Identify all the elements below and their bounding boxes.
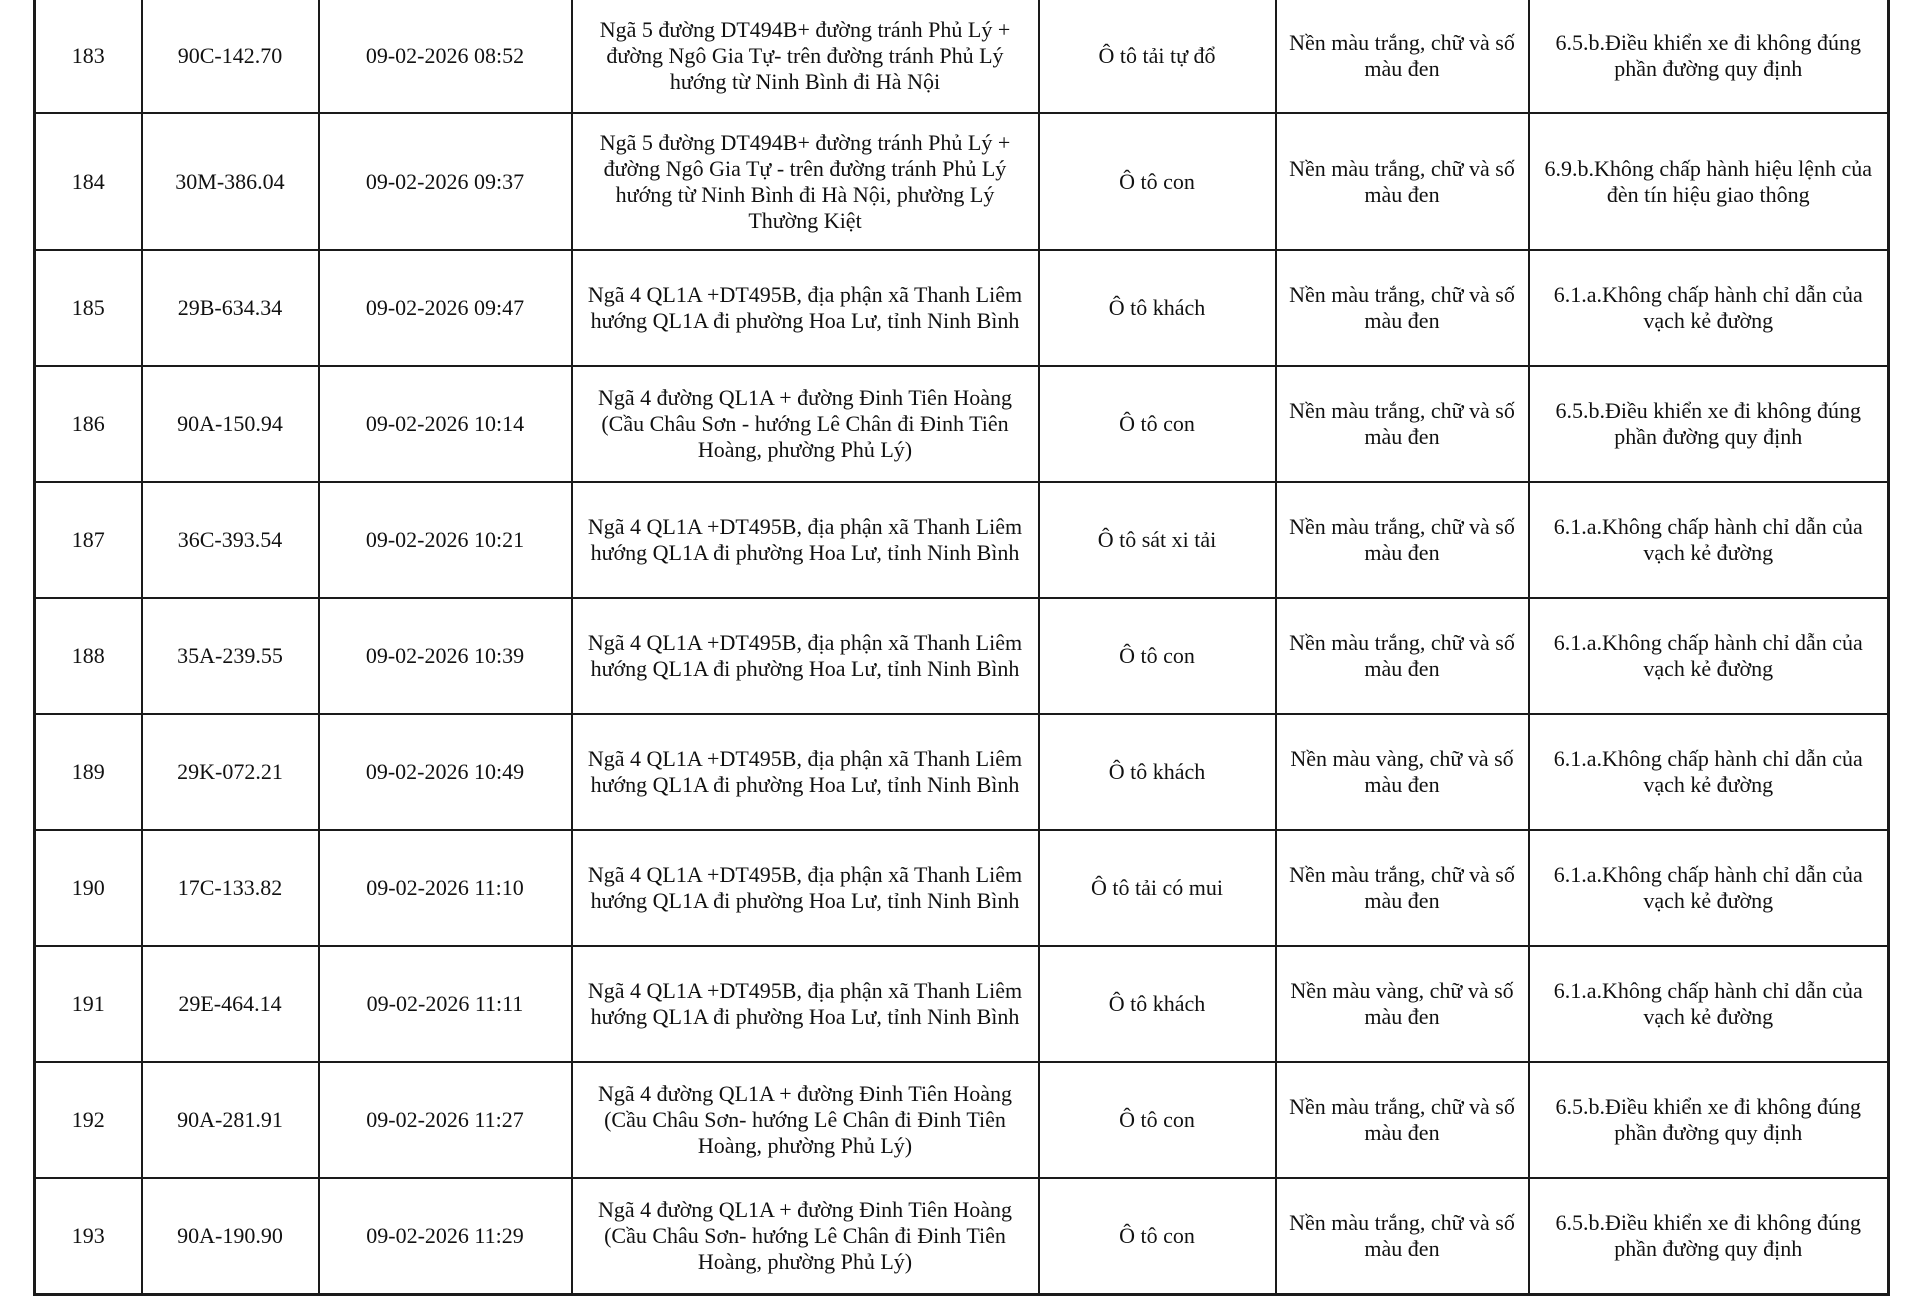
license-plate: 29B-634.34 (142, 250, 319, 366)
violation-description: 6.1.a.Không chấp hành chỉ dẫn của vạch kẻ đường (1529, 714, 1889, 830)
vehicle-type: Ô tô con (1039, 366, 1276, 482)
table-body (35, 0, 1889, 1294)
license-plate: 29E-464.14 (142, 946, 319, 1062)
row-number: 189 (35, 714, 142, 830)
license-plate: 35A-239.55 (142, 598, 319, 714)
license-plate: 17C-133.82 (142, 830, 319, 946)
vehicle-type: Ô tô con (1039, 113, 1276, 250)
row-number: 184 (35, 113, 142, 250)
violation-time: 09-02-2026 11:10 (319, 830, 572, 946)
violation-description: 6.1.a.Không chấp hành chỉ dẫn của vạch kẻ đường (1529, 250, 1889, 366)
violation-description: 6.1.a.Không chấp hành chỉ dẫn của vạch kẻ đường (1529, 946, 1889, 1062)
row-number: 192 (35, 1062, 142, 1178)
plate-color: Nền màu trắng, chữ và số màu đen (1276, 482, 1529, 598)
row-number: 188 (35, 598, 142, 714)
violation-location: Ngã 4 QL1A +DT495B, địa phận xã Thanh Liêm hướng QL1A đi phường Hoa Lư, tỉnh Ninh Bình (572, 946, 1039, 1062)
vehicle-type: Ô tô sát xi tải (1039, 482, 1276, 598)
violations-table (33, 0, 1890, 1296)
violation-time: 09-02-2026 10:21 (319, 482, 572, 598)
row-number: 187 (35, 482, 142, 598)
violation-time: 09-02-2026 10:49 (319, 714, 572, 830)
violation-location: Ngã 4 đường QL1A + đường Đinh Tiên Hoàng (Cầu Châu Sơn- hướng Lê Chân đi Đinh Tiên Hoàng, phường Phủ Lý) (572, 1062, 1039, 1178)
vehicle-type: Ô tô con (1039, 1062, 1276, 1178)
row-number: 191 (35, 946, 142, 1062)
document-page (33, 0, 1887, 1292)
vehicle-type: Ô tô khách (1039, 714, 1276, 830)
vehicle-type: Ô tô con (1039, 1178, 1276, 1294)
table-row (35, 714, 1889, 830)
plate-color: Nền màu trắng, chữ và số màu đen (1276, 366, 1529, 482)
violation-location: Ngã 4 QL1A +DT495B, địa phận xã Thanh Liêm hướng QL1A đi phường Hoa Lư, tỉnh Ninh Bình (572, 714, 1039, 830)
table-row (35, 946, 1889, 1062)
plate-color: Nền màu trắng, chữ và số màu đen (1276, 830, 1529, 946)
table-row (35, 1178, 1889, 1294)
violation-time: 09-02-2026 11:11 (319, 946, 572, 1062)
row-number: 190 (35, 830, 142, 946)
license-plate: 90A-281.91 (142, 1062, 319, 1178)
vehicle-type: Ô tô con (1039, 598, 1276, 714)
violation-location: Ngã 4 đường QL1A + đường Đinh Tiên Hoàng (Cầu Châu Sơn- hướng Lê Chân đi Đinh Tiên Hoàng, phường Phủ Lý) (572, 1178, 1039, 1294)
violation-description: 6.9.b.Không chấp hành hiệu lệnh của đèn tín hiệu giao thông (1529, 113, 1889, 250)
table-row (35, 598, 1889, 714)
table-row (35, 482, 1889, 598)
violation-location: Ngã 4 QL1A +DT495B, địa phận xã Thanh Liêm hướng QL1A đi phường Hoa Lư, tỉnh Ninh Bình (572, 250, 1039, 366)
violation-description: 6.1.a.Không chấp hành chỉ dẫn của vạch kẻ đường (1529, 482, 1889, 598)
license-plate: 30M-386.04 (142, 113, 319, 250)
license-plate: 90A-150.94 (142, 366, 319, 482)
license-plate: 90A-190.90 (142, 1178, 319, 1294)
table-row (35, 1062, 1889, 1178)
violation-time: 09-02-2026 11:29 (319, 1178, 572, 1294)
violation-location: Ngã 4 đường QL1A + đường Đinh Tiên Hoàng (Cầu Châu Sơn - hướng Lê Chân đi Đinh Tiên Hoàng, phường Phủ Lý) (572, 366, 1039, 482)
violation-description: 6.1.a.Không chấp hành chỉ dẫn của vạch kẻ đường (1529, 598, 1889, 714)
plate-color: Nền màu vàng, chữ và số màu đen (1276, 714, 1529, 830)
row-number: 186 (35, 366, 142, 482)
violation-description: 6.5.b.Điều khiển xe đi không đúng phần đường quy định (1529, 366, 1889, 482)
license-plate: 36C-393.54 (142, 482, 319, 598)
vehicle-type: Ô tô tải có mui (1039, 830, 1276, 946)
table-row (35, 366, 1889, 482)
plate-color: Nền màu trắng, chữ và số màu đen (1276, 598, 1529, 714)
violation-time: 09-02-2026 09:37 (319, 113, 572, 250)
table-row (35, 113, 1889, 250)
violation-time: 09-02-2026 09:47 (319, 250, 572, 366)
plate-color: Nền màu trắng, chữ và số màu đen (1276, 1178, 1529, 1294)
violation-description: 6.5.b.Điều khiển xe đi không đúng phần đường quy định (1529, 0, 1889, 113)
violation-time: 09-02-2026 10:39 (319, 598, 572, 714)
violation-location: Ngã 5 đường DT494B+ đường tránh Phủ Lý + đường Ngô Gia Tự- trên đường tránh Phủ Lý hướng từ Ninh Bình đi Hà Nội (572, 0, 1039, 113)
license-plate: 90C-142.70 (142, 0, 319, 113)
row-number: 183 (35, 0, 142, 113)
plate-color: Nền màu trắng, chữ và số màu đen (1276, 0, 1529, 113)
row-number: 185 (35, 250, 142, 366)
violation-time: 09-02-2026 08:52 (319, 0, 572, 113)
violation-time: 09-02-2026 10:14 (319, 366, 572, 482)
violation-description: 6.5.b.Điều khiển xe đi không đúng phần đường quy định (1529, 1062, 1889, 1178)
violation-description: 6.1.a.Không chấp hành chỉ dẫn của vạch kẻ đường (1529, 830, 1889, 946)
vehicle-type: Ô tô tải tự đổ (1039, 0, 1276, 113)
vehicle-type: Ô tô khách (1039, 250, 1276, 366)
violation-location: Ngã 4 QL1A +DT495B, địa phận xã Thanh Liêm hướng QL1A đi phường Hoa Lư, tỉnh Ninh Bình (572, 830, 1039, 946)
table-row (35, 0, 1889, 113)
violation-location: Ngã 4 QL1A +DT495B, địa phận xã Thanh Liêm hướng QL1A đi phường Hoa Lư, tỉnh Ninh Bình (572, 598, 1039, 714)
violation-location: Ngã 5 đường DT494B+ đường tránh Phủ Lý + đường Ngô Gia Tự - trên đường tránh Phủ Lý hướng từ Ninh Bình đi Hà Nội, phường Lý Thường Kiệt (572, 113, 1039, 250)
plate-color: Nền màu trắng, chữ và số màu đen (1276, 1062, 1529, 1178)
plate-color: Nền màu trắng, chữ và số màu đen (1276, 250, 1529, 366)
vehicle-type: Ô tô khách (1039, 946, 1276, 1062)
violation-description: 6.5.b.Điều khiển xe đi không đúng phần đường quy định (1529, 1178, 1889, 1294)
row-number: 193 (35, 1178, 142, 1294)
violation-time: 09-02-2026 11:27 (319, 1062, 572, 1178)
plate-color: Nền màu vàng, chữ và số màu đen (1276, 946, 1529, 1062)
violation-location: Ngã 4 QL1A +DT495B, địa phận xã Thanh Liêm hướng QL1A đi phường Hoa Lư, tỉnh Ninh Bình (572, 482, 1039, 598)
plate-color: Nền màu trắng, chữ và số màu đen (1276, 113, 1529, 250)
license-plate: 29K-072.21 (142, 714, 319, 830)
table-row (35, 830, 1889, 946)
table-row (35, 250, 1889, 366)
